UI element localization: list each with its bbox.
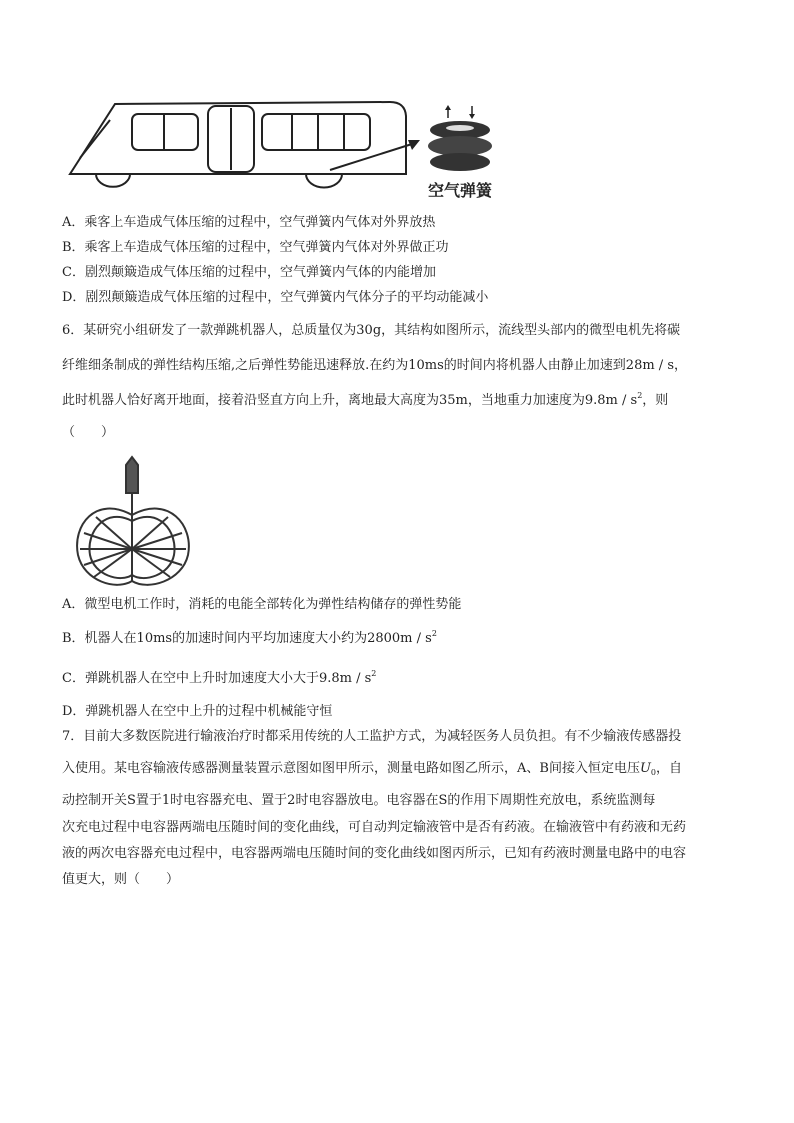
q5-option-b: B．乘客上车造成气体压缩的过程中，空气弹簧内气体对外界做正功 [62,240,449,255]
q6-option-c: C．弹跳机器人在空中上升时加速度大小大于$9.8m / s^2$ [62,669,377,686]
q7-stem-line-5: 液的两次电容器充电过程中，电容器两端电压随时间的变化曲线如图丙所示，已知有药液时测量电路中的电容 [62,846,687,861]
q5-option-c: C．剧烈颠簸造成气体压缩的过程中，空气弹簧内气体的内能增加 [62,265,436,280]
bus-wheel [96,174,130,187]
bus-window [262,114,370,150]
q5-option-a: A．乘客上车造成气体压缩的过程中，空气弹簧内气体对外界放热 [62,215,436,230]
bus-air-spring-figure [60,96,530,208]
q7-stem-line-1: 7．目前大多数医院进行输液治疗时都采用传统的人工监护方式，为减轻医务人员负担。有不少输液传感器投 [62,729,682,744]
q6-option-d: D．弹跳机器人在空中上升的过程中机械能守恒 [62,704,333,719]
q6-option-b: B．机器人在10ms的加速时间内平均加速度大小约为$2800m / s^2$ [62,629,437,646]
jumping-robot-figure [66,455,206,595]
q5-option-d: D．剧烈颠簸造成气体压缩的过程中，空气弹簧内气体分子的平均动能减小 [62,290,489,305]
bus-wheel [306,174,342,188]
q7-stem-line-3: 动控制开关S置于1时电容器充电、置于2时电容器放电。电容器在S的作用下周期性充放电，系统监测每 [62,793,656,808]
q7-stem-line-2: 入使用。某电容输液传感器测量装置示意图如图甲所示，测量电路如图乙所示，A、B间接入恒定电压$U_0$，自 [62,761,683,777]
q7-stem-line-4: 次充电过程中电容器两端电压随时间的变化曲线，可自动判定输液管中是否有药液。在输液管中有药液和无药 [62,820,687,835]
q6-stem-line-1: 6．某研究小组研发了一款弹跳机器人，总质量仅为30g，其结构如图所示，流线型头部内的微型电机先将碳 [62,323,681,338]
air-spring-icon [428,105,492,171]
bus-body [70,102,406,174]
q6-option-a: A．微型电机工作时，消耗的电能全部转化为弹性结构储存的弹性势能 [62,597,462,612]
q6-answer-blank: （ ） [62,425,115,440]
q6-stem-line-3: 此时机器人恰好离开地面，接着沿竖直方向上升，离地最大高度为35m，当地重力加速度为$9.8m / s^2$，则 [62,391,669,408]
air-spring-caption: 空气弹簧 [427,181,493,200]
q7-stem-line-6: 值更大，则（ ） [62,872,180,887]
q6-stem-line-2: 纤维细条制成的弹性结构压缩,之后弹性势能迅速释放.在约为10ms的时间内将机器人由静止加速到28m / s， [62,358,687,373]
